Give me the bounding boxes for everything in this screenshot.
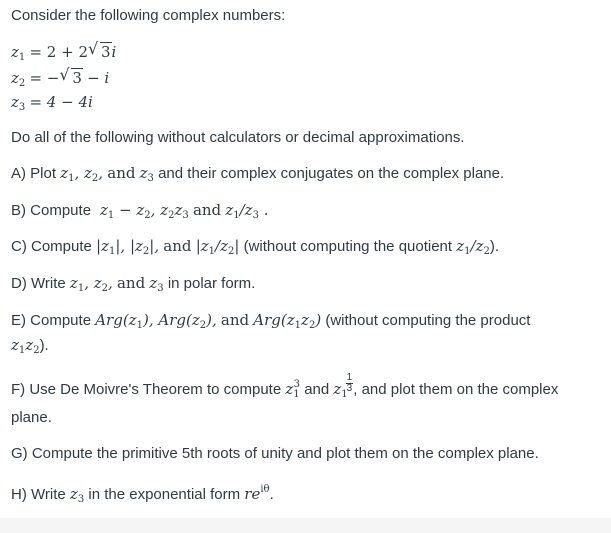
part-h: H) Write $z_3$ in the exponential form $re^{i\theta}$. — [11, 484, 274, 505]
z1-definition: $z_1 = 2 + 2$ √ 3i — [11, 39, 117, 63]
part-b: B) Compute $z_1 - z_2$, $z_2z_3$ and $z_1/z_3$ . — [11, 201, 269, 221]
intro-text: Consider the following complex numbers: — [11, 7, 286, 24]
page-bottom-band — [0, 518, 611, 533]
part-a: A) Plot $z_1$, $z_2$, and $z_3$ and their complex conjugates on the complex plane. — [11, 164, 505, 184]
z1-rhs: = 2 + 2 — [29, 43, 88, 61]
sqrt-symbol: √ 3 — [87, 39, 111, 61]
part-e: E) Compute $Arg(z_1)$, $Arg(z_2)$, and $Arg(z_1z_2)$ (without computing the product — [11, 311, 531, 331]
sqrt-symbol: √ 3 — [59, 65, 82, 87]
z3-definition: $z_3 = 4 - 4i$ — [11, 93, 93, 113]
part-c: C) Compute $|z_1|$, $|z_2|$, and $|z_1/z_2|$ (without computing the quotient $z_1/z_2$). — [11, 237, 500, 257]
part-e-cont: $z_1z_2$). — [11, 336, 49, 356]
part-f-cont: plane. — [11, 409, 52, 426]
part-f: F) Use De Moivre's Theorem to compute $z_1^3$ and $z_1$ $\frac{1}{3}$ , and plot them on the complex — [11, 371, 559, 400]
z2-rhs: = − — [29, 69, 60, 87]
z3-rhs: = 4 − 4i — [29, 93, 93, 111]
instructions-text: Do all of the following without calculators or decimal approximations. — [11, 129, 465, 146]
z2-definition: $z_2$ = − √ 3 − i — [11, 65, 110, 89]
part-d: D) Write $z_1$, $z_2$, and $z_3$ in polar form. — [11, 274, 256, 294]
part-g: G) Compute the primitive 5th roots of unity and plot them on the complex plane. — [11, 445, 539, 462]
